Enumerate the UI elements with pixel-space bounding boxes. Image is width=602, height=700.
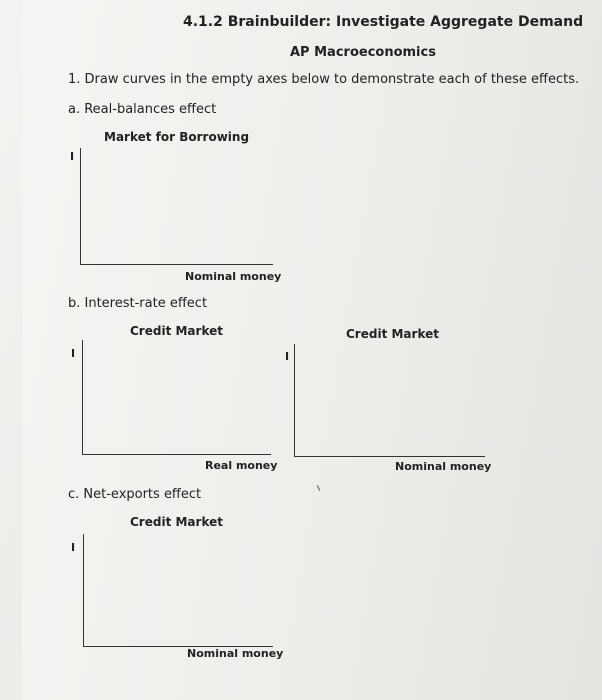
page-subtitle: AP Macroeconomics — [290, 45, 436, 60]
part-c-chart-title: Credit Market — [130, 515, 223, 529]
part-b-left-y-axis-label: I — [71, 347, 76, 360]
part-c-y-axis-label: I — [71, 541, 76, 554]
part-b-right-y-axis-label: I — [285, 350, 290, 363]
part-c-empty-axes — [83, 534, 273, 647]
part-b-right-empty-axes — [294, 344, 485, 457]
part-a-chart-title: Market for Borrowing — [104, 130, 250, 144]
question-text: 1. Draw curves in the empty axes below to demonstrate each of these effects. — [68, 72, 580, 87]
part-b-right-x-axis-label: Nominal money — [395, 460, 492, 473]
page-title: 4.1.2 Brainbuilder: Investigate Aggregate Demand — [183, 14, 584, 30]
part-c-x-axis-label: Nominal money — [187, 647, 284, 660]
part-b-right-chart-title: Credit Market — [346, 327, 439, 341]
part-b-left-chart-title: Credit Market — [130, 324, 223, 338]
part-a-label: a. Real-balances effect — [68, 102, 217, 117]
part-c-label: c. Net-exports effect — [68, 487, 202, 502]
part-a-y-axis-label: I — [70, 150, 75, 163]
part-a-x-axis-label: Nominal money — [185, 270, 282, 283]
part-b-label: b. Interest-rate effect — [68, 296, 208, 311]
part-b-left-x-axis-label: Real money — [205, 459, 278, 472]
part-b-left-empty-axes — [82, 340, 271, 455]
part-a-empty-axes — [80, 148, 273, 265]
